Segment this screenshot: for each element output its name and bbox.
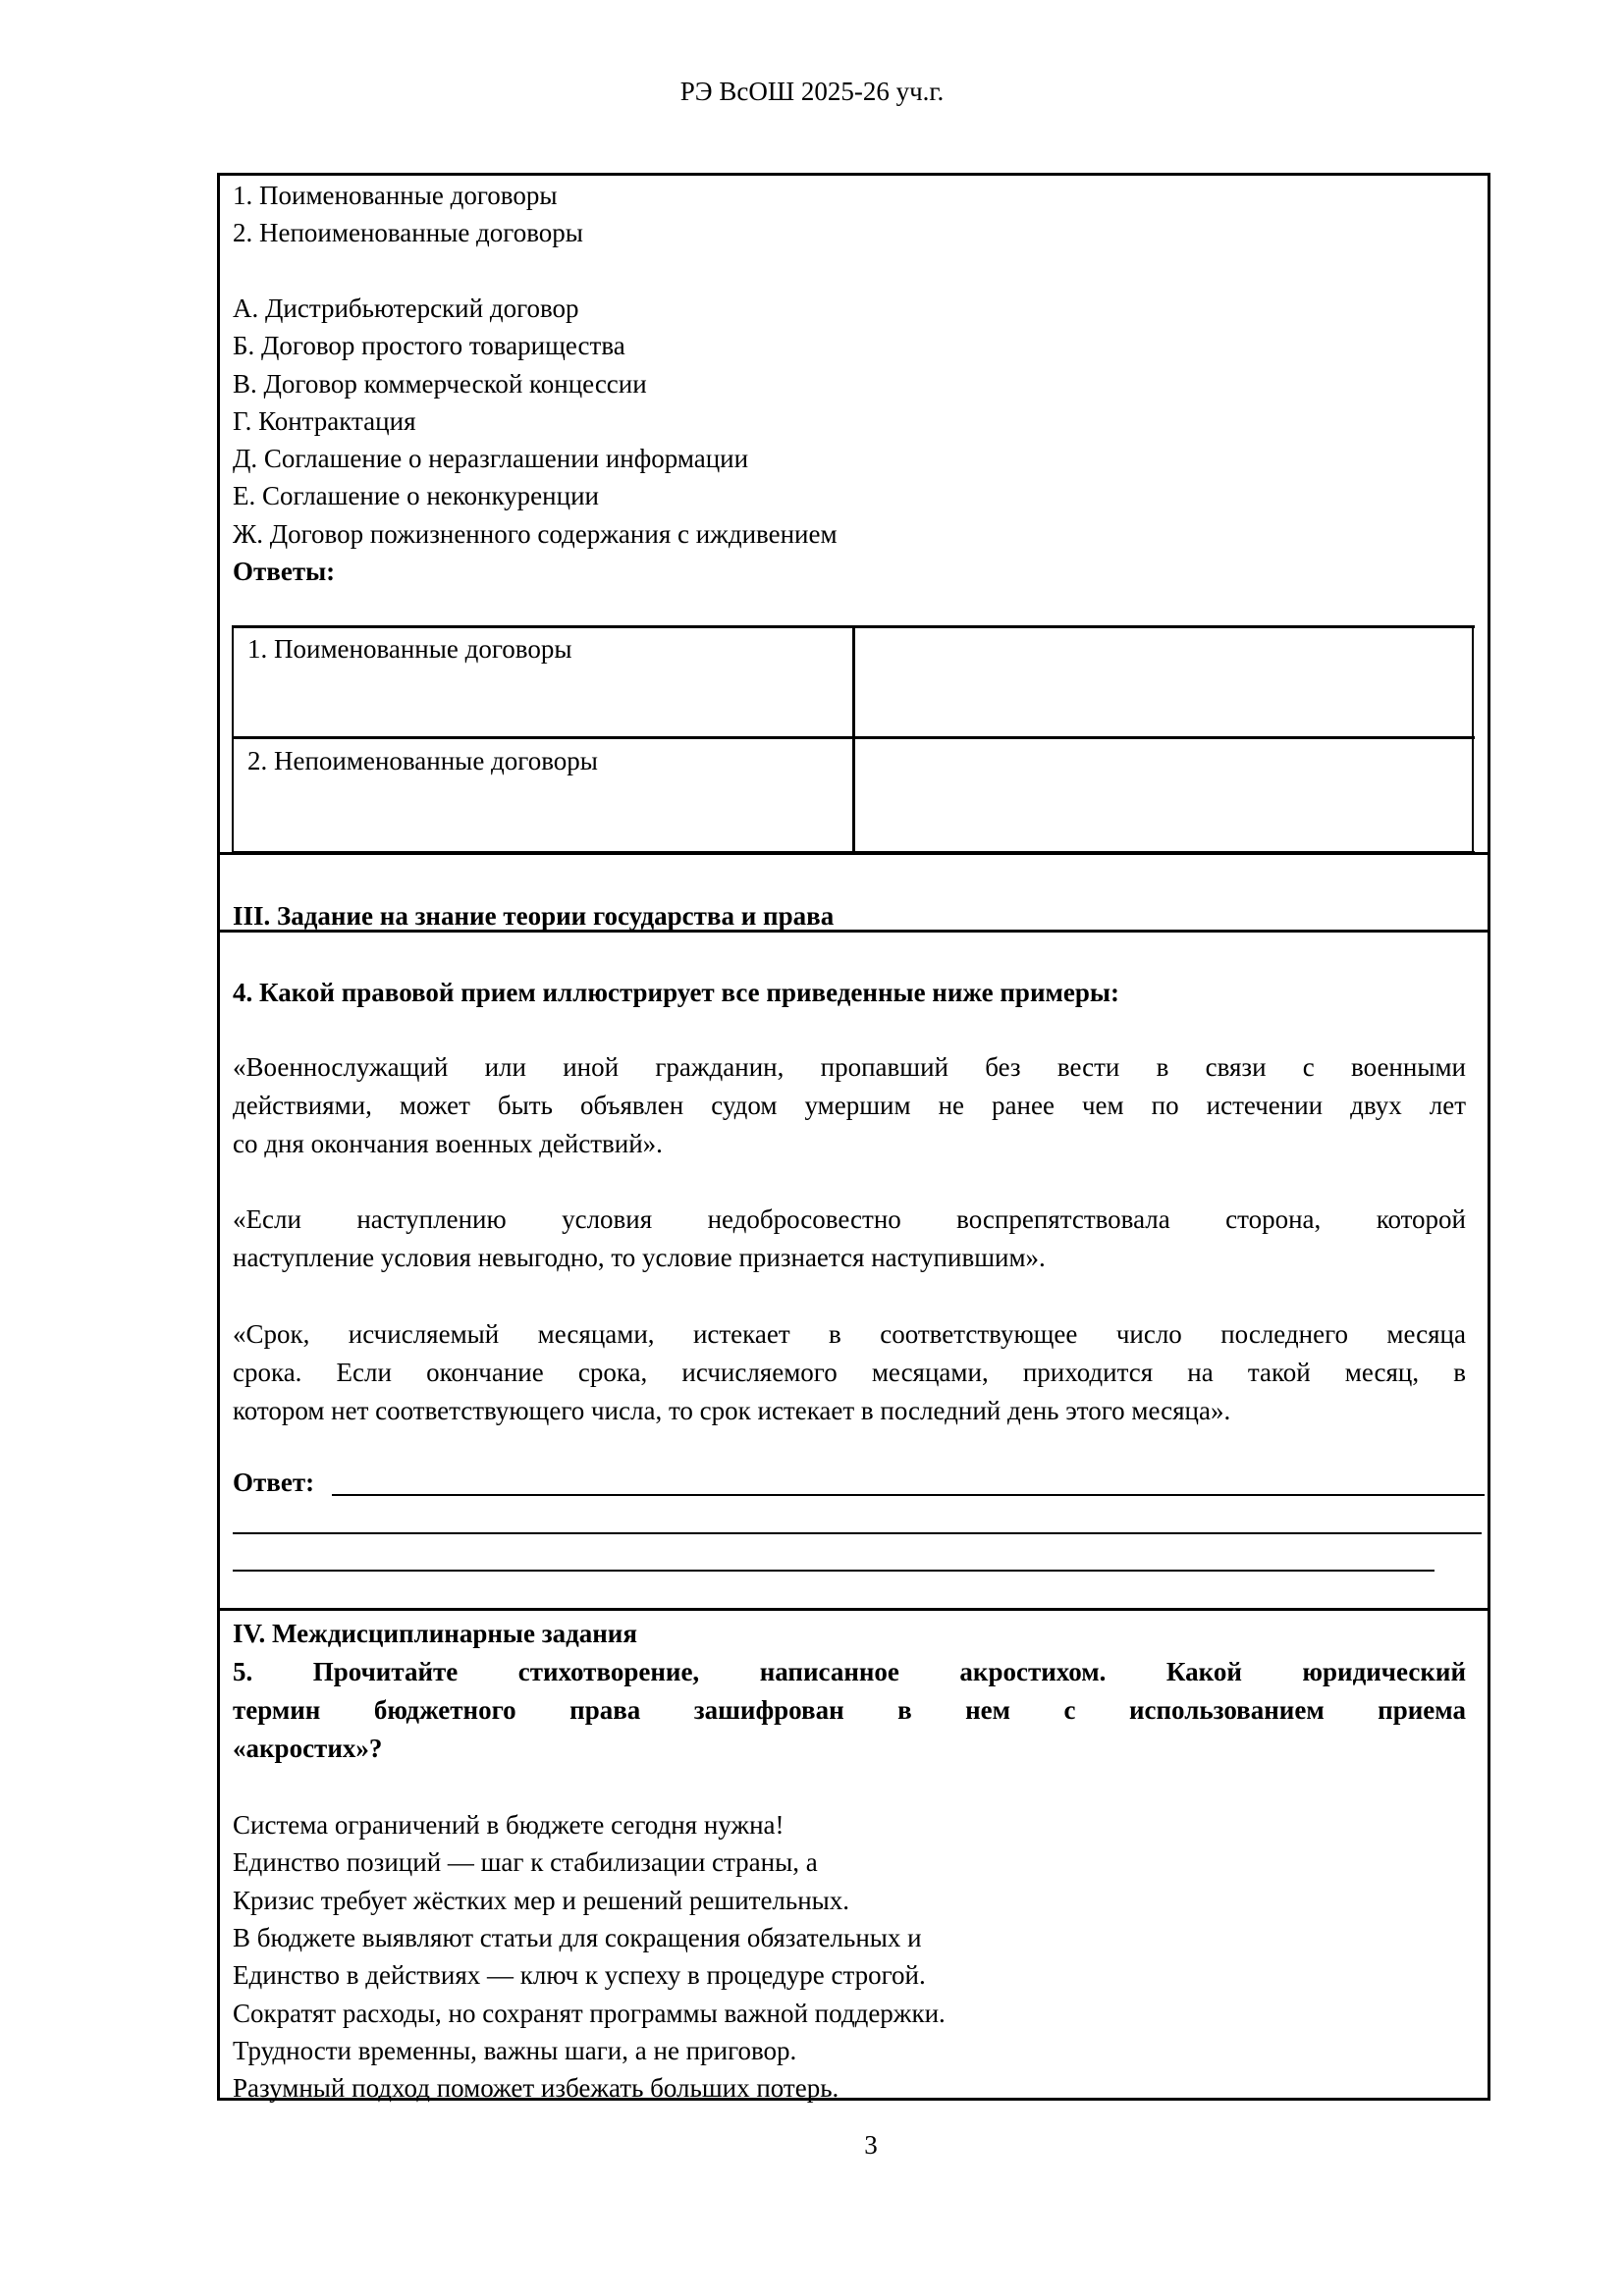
answer-line-1 [332, 1494, 1485, 1496]
example-2-line-2: наступление условия невыгодно, то условие признается наступившим». [233, 1243, 1046, 1272]
category-1: 1. Поименованные договоры [233, 181, 558, 210]
option-a: А. Дистрибьютерский договор [233, 294, 579, 323]
answer-table-divider [852, 625, 855, 854]
example-1-line-3: со дня окончания военных действий». [233, 1129, 663, 1158]
answer-row-1-label: 1. Поименованные договоры [247, 634, 572, 664]
example-3-line-1: «Срок, исчисляемый месяцами, истекает в соответствующее число последнего месяца [233, 1319, 1466, 1349]
option-v: В. Договор коммерческой концессии [233, 369, 647, 399]
table-right-border [1488, 173, 1490, 2101]
row-divider-section4 [217, 1608, 1490, 1611]
option-b: Б. Договор простого товарищества [233, 331, 625, 360]
poem-line: Единство в действиях — ключ к успеху в процедуре строгой. [233, 1960, 926, 1990]
question4-text: 4. Какой правовой прием иллюстрирует все приведенные ниже примеры: [233, 978, 1119, 1007]
example-1-line-1: «Военнослужащий или иной гражданин, пропавший без вести в связи с военными [233, 1052, 1466, 1082]
question5-line-2: термин бюджетного права зашифрован в нем с использованием приема [233, 1695, 1466, 1725]
option-zh: Ж. Договор пожизненного содержания с иждивением [233, 519, 838, 549]
example-3-line-3: котором нет соответствующего числа, то срок истекает в последний день этого месяца». [233, 1396, 1231, 1425]
table-top-border [217, 173, 1490, 176]
table-left-border [217, 173, 220, 2101]
answer-line-2 [233, 1532, 1482, 1534]
poem-line: Кризис требует жёстких мер и решений решительных. [233, 1886, 850, 1915]
running-header: РЭ ВсОШ 2025-26 уч.г. [679, 77, 945, 106]
answer-table-right [1472, 625, 1474, 854]
poem-line: Трудности временны, важны шаги, а не приговор. [233, 2036, 797, 2065]
section4-heading: IV. Междисциплинарные задания [233, 1619, 637, 1648]
example-1-line-2: действиями, может быть объявлен судом умершим не ранее чем по истечении двух лет [233, 1091, 1466, 1120]
answer-input[interactable] [332, 1465, 1485, 1496]
poem-line: Сократят расходы, но сохранят программы важной поддержки. [233, 1999, 946, 2028]
answer-row-1-input[interactable] [856, 629, 1471, 735]
poem-line: Единство позиций — шаг к стабилизации страны, а [233, 1847, 818, 1877]
answer-row-2-input[interactable] [856, 740, 1471, 850]
answer-label: Ответ: [233, 1468, 315, 1497]
example-3-line-2: срока. Если окончание срока, исчисляемого месяцами, приходится на такой месяц, в [233, 1358, 1466, 1387]
poem-line: Система ограничений в бюджете сегодня нужна! [233, 1810, 785, 1840]
example-2-line-1: «Если наступлению условия недобросовестно воспрепятствовала сторона, которой [233, 1204, 1466, 1234]
section3-heading: III. Задание на знание теории государства и права [233, 901, 835, 931]
option-d: Д. Соглашение о неразглашении информации [233, 444, 749, 473]
poem-line: В бюджете выявляют статьи для сокращения обязательных и [233, 1923, 922, 1952]
question5-line-3: «акростих»? [233, 1734, 383, 1763]
answer-row-2-label: 2. Непоименованные договоры [247, 746, 598, 775]
option-e: Е. Соглашение о неконкуренции [233, 481, 599, 510]
question5-line-1: 5. Прочитайте стихотворение, написанное акростихом. Какой юридический [233, 1657, 1466, 1686]
category-2: 2. Непоименованные договоры [233, 218, 583, 247]
answers-label: Ответы: [233, 557, 336, 586]
poem-line: Разумный подход поможет избежать больших потерь. [233, 2073, 839, 2103]
answer-table-left [232, 625, 234, 854]
page-number: 3 [864, 2130, 878, 2160]
answer-line-3 [233, 1570, 1435, 1572]
option-g: Г. Контрактация [233, 406, 416, 436]
